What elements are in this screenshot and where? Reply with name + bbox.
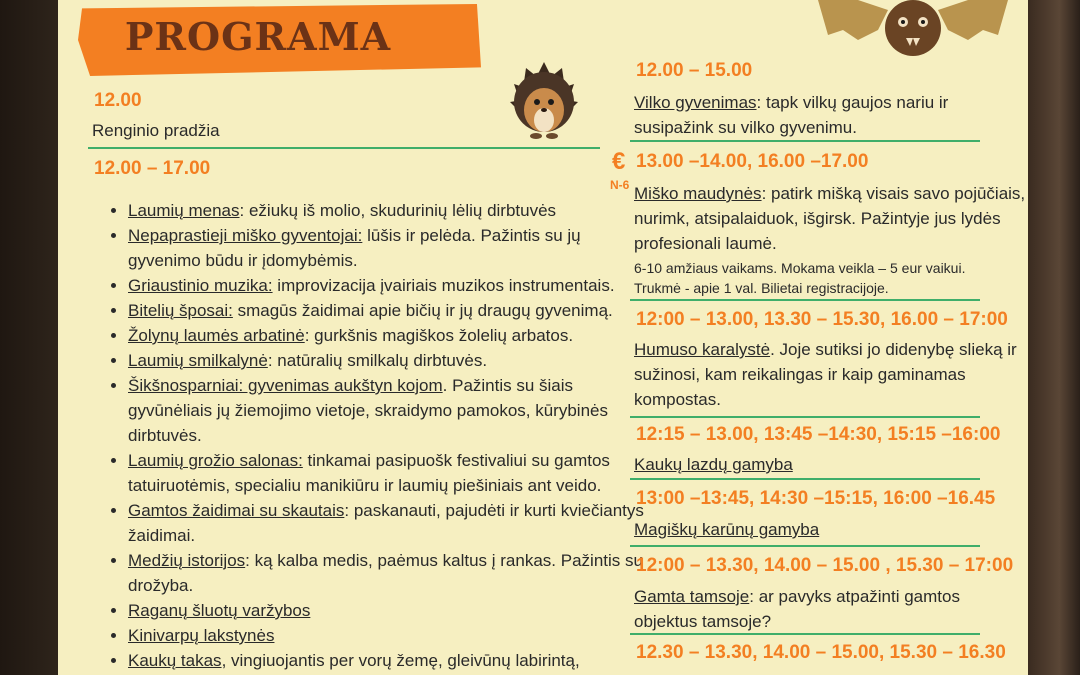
block1-time: 12.00	[94, 90, 142, 111]
divider	[630, 416, 980, 418]
r3-line3: kompostas.	[634, 390, 721, 409]
hedgehog-illustration	[504, 60, 584, 140]
activity-name: Žolynų laumės arbatinė	[128, 326, 305, 345]
r7-time: 12.30 – 13.30, 14.00 – 15.00, 15.30 – 16.30	[636, 642, 1006, 663]
block1-text: Renginio pradžia	[92, 121, 220, 140]
divider	[630, 299, 980, 301]
page-title: PROGRAMA	[124, 14, 392, 59]
r6-time: 12:00 – 13.30, 14.00 – 15.00 , 15.30 – 17:00	[636, 555, 1014, 576]
list-item	[128, 598, 648, 623]
activity-name: Laumių grožio salonas:	[128, 451, 303, 470]
list-item	[128, 198, 648, 223]
background-forest-right	[1028, 0, 1080, 675]
list-item	[128, 498, 648, 548]
activity-desc: . Pažintis su šiais gyvūnėliais jų žiemojimo vietoje, skraidymo pamokos, kūrybinės dirbtuvės.	[128, 376, 608, 445]
activity-name: Gamta tamsoje	[634, 587, 750, 606]
activity-name: Kinivarpų lakstynės	[128, 626, 275, 645]
activity-desc: , vingiuojantis per vorų žemę, gleivūnų labirintą,	[221, 651, 580, 670]
activity-name: Humuso karalystė	[634, 340, 771, 359]
list-item	[128, 548, 648, 598]
activity-name: Griaustinio muzika:	[128, 276, 273, 295]
r1-line2: susipažink su vilko gyvenimu.	[634, 118, 857, 137]
age-badge: N-6	[610, 178, 630, 192]
list-item	[128, 298, 648, 323]
activity-name: Šikšnosparniai: gyvenimas aukštyn kojom	[128, 376, 443, 395]
activity-desc: smagūs žaidimai apie bičių ir jų draugų gyvenimą.	[232, 301, 613, 320]
activity-name: Gamtos žaidimai su skautais	[128, 501, 345, 520]
activity-name: Vilko gyvenimas	[634, 93, 757, 112]
activity-name: Laumių smilkalynė	[128, 351, 268, 370]
activity-name: Nepaprastieji miško gyventojai:	[128, 226, 363, 245]
list-item	[128, 323, 648, 348]
activity-desc: : tapk vilkų gaujos nariu ir	[756, 93, 949, 112]
activity-desc: : gurkšnis magiškos žolelių arbatos.	[304, 326, 574, 345]
activity-name: Raganų šluotų varžybos	[128, 601, 311, 620]
r2-text	[634, 181, 1025, 206]
divider	[630, 633, 980, 635]
block2-time: 12.00 – 17.00	[94, 158, 211, 179]
bat-illustration	[818, 0, 1008, 60]
r4-name: Kaukų lazdų gamyba	[634, 455, 793, 474]
activity-name: Medžių istorijos	[128, 551, 246, 570]
background-forest-left	[0, 0, 58, 675]
activity-desc: lūšis ir pelėda. Pažintis su jų gyvenimo būdu ir įdomybėmis.	[128, 226, 581, 270]
r6-text	[634, 584, 960, 609]
r2-line2: nurimk, atsipalaiduok, išgirsk. Pažintyje jus lydės	[634, 209, 1001, 228]
activity-desc: : ar pavyks atpažinti gamtos	[749, 587, 960, 606]
list-item	[128, 273, 648, 298]
list-item	[128, 623, 648, 648]
activity-desc: : ežiukų iš molio, skudurinių lėlių dirbtuvės	[239, 201, 557, 220]
r5-time: 13:00 –13:45, 14:30 –15:15, 16:00 –16.45	[636, 488, 996, 509]
r1-time: 12.00 – 15.00	[636, 60, 753, 81]
r1-text	[634, 90, 948, 115]
activity-desc: : ką kalba medis, paėmus kaltus į rankas. Pažintis su drožyba.	[128, 551, 643, 595]
activity-desc: improvizacija įvairiais muzikos instrumentais.	[272, 276, 615, 295]
list-item	[128, 448, 648, 498]
divider	[88, 147, 600, 149]
r5-name: Magiškų karūnų gamyba	[634, 520, 820, 539]
divider	[630, 545, 980, 547]
list-item	[128, 648, 648, 673]
list-item	[128, 373, 648, 448]
list-item	[128, 223, 648, 273]
r2-line3: profesionali laumė.	[634, 234, 777, 253]
activity-desc: : paskanauti, pajudėti ir kurti kviečiantys žaidimai.	[128, 501, 644, 545]
activity-desc: : patirk mišką visais savo pojūčiais,	[761, 184, 1026, 203]
activity-name: Miško maudynės	[634, 184, 762, 203]
r2-note2: Trukmė - apie 1 val. Bilietai registracijoje.	[634, 280, 889, 296]
divider	[630, 478, 980, 480]
r3-text	[634, 337, 1017, 362]
divider	[630, 140, 980, 142]
r2-time: 13.00 –14.00, 16.00 –17.00	[636, 151, 869, 172]
activity-name: Kaukų takas	[128, 651, 222, 670]
r4-time: 12:15 – 13.00, 13:45 –14:30, 15:15 –16:00	[636, 424, 1001, 445]
euro-icon: €	[612, 148, 626, 175]
activity-desc: : natūralių smilkalų dirbtuvės.	[267, 351, 488, 370]
r3-time: 12:00 – 13.00, 13.30 – 15.30, 16.00 – 17:00	[636, 309, 1008, 330]
activity-name: Laumių menas	[128, 201, 240, 220]
activity-desc: tinkamai pasipuošk festivaliui su gamtos tatuiruotėmis, specialiu manikiūru ir laumių piešiniais ant veido.	[128, 451, 610, 495]
r2-note1: 6-10 amžiaus vaikams. Mokama veikla – 5 eur vaikui.	[634, 260, 966, 276]
activity-desc: . Joje sutiksi jo didenybę slieką ir	[770, 340, 1017, 359]
r3-line2: sužinosi, kam reikalingas ir kaip gaminamas	[634, 365, 966, 384]
r6-line2: objektus tamsoje?	[634, 612, 772, 631]
list-item	[128, 348, 648, 373]
activity-list	[92, 198, 648, 673]
activity-name: Bitelių šposai:	[128, 301, 233, 320]
